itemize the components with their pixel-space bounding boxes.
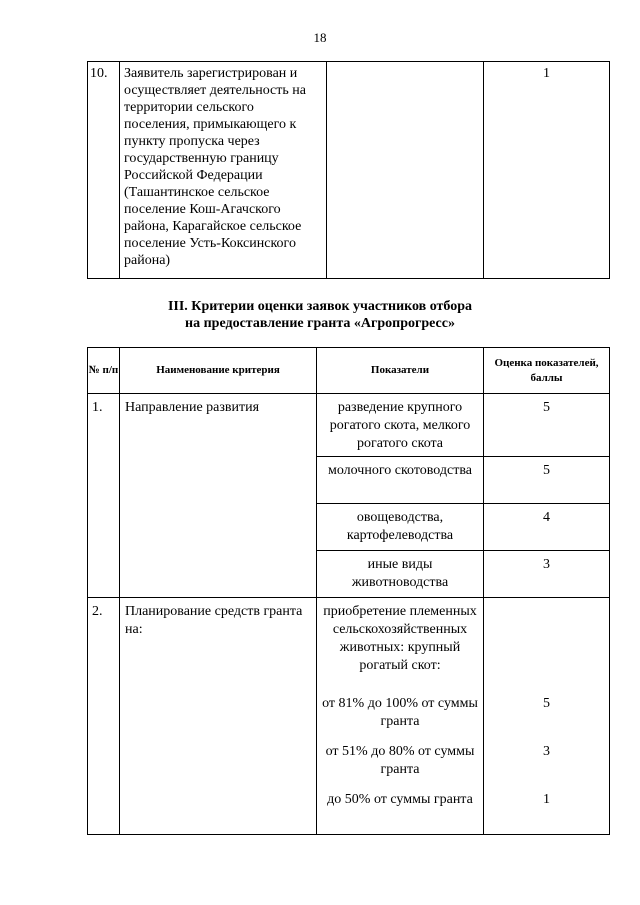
indicator-cell: разведение крупного рогатого скота, мелкого рогатого скота [317,394,484,457]
indicator-cell: от 51% до 80% от суммы гранта [317,738,484,786]
row-number: 2. [88,598,120,835]
indicator-cell: молочного скотоводства [317,457,484,504]
row-number: 1. [88,394,120,598]
page-number: 18 [313,30,327,45]
table-row [88,598,610,691]
score-cell: 5 [484,690,610,738]
score-cell: 5 [484,394,610,457]
table-row [88,394,610,457]
criterion-name: Планирование средств гранта на: [120,598,317,835]
indicator-cell: овощеводства, картофелеводства [317,504,484,551]
score-cell: 3 [484,551,610,598]
table-row [88,62,610,279]
indicator-cell: до 50% от суммы гранта [317,786,484,835]
indicator-cell: от 81% до 100% от суммы гранта [317,690,484,738]
indicator-intro: приобретение племенных сельскохозяйственных животных: крупный рогатый скот: [317,598,484,691]
score-cell-empty [484,598,610,691]
header-row [88,348,610,394]
header-score: Оценка показателей, баллы [484,348,610,394]
top-table [87,61,610,279]
header-num: № п/п [88,348,120,394]
section-heading [0,298,640,332]
score-cell: 3 [484,738,610,786]
indicator-cell: иные виды животноводства [317,551,484,598]
header-indicators: Показатели [317,348,484,394]
criterion-name: Направление развития [120,394,317,598]
row-number: 10. [88,62,120,279]
score-cell: 1 [484,62,610,279]
score-cell: 5 [484,457,610,504]
score-cell: 4 [484,504,610,551]
criteria-table [87,347,610,835]
indicator-cell [327,62,484,279]
header-name: Наименование критерия [120,348,317,394]
section-heading-line2: на предоставление гранта «Агропрогресс» [185,316,455,331]
criterion-text: Заявитель зарегистрирован и осуществляет деятельность на территории сельского поселения, примыкающего к пункту пропуска через государственную границу Российской Федерации (Ташантинское сельское поселение Кош-Агачского района, Карагайское сельское поселение Усть-Коксинского района) [120,62,327,279]
score-cell: 1 [484,786,610,835]
section-heading-line1: III. Критерии оценки заявок участников отбора [167,299,473,314]
